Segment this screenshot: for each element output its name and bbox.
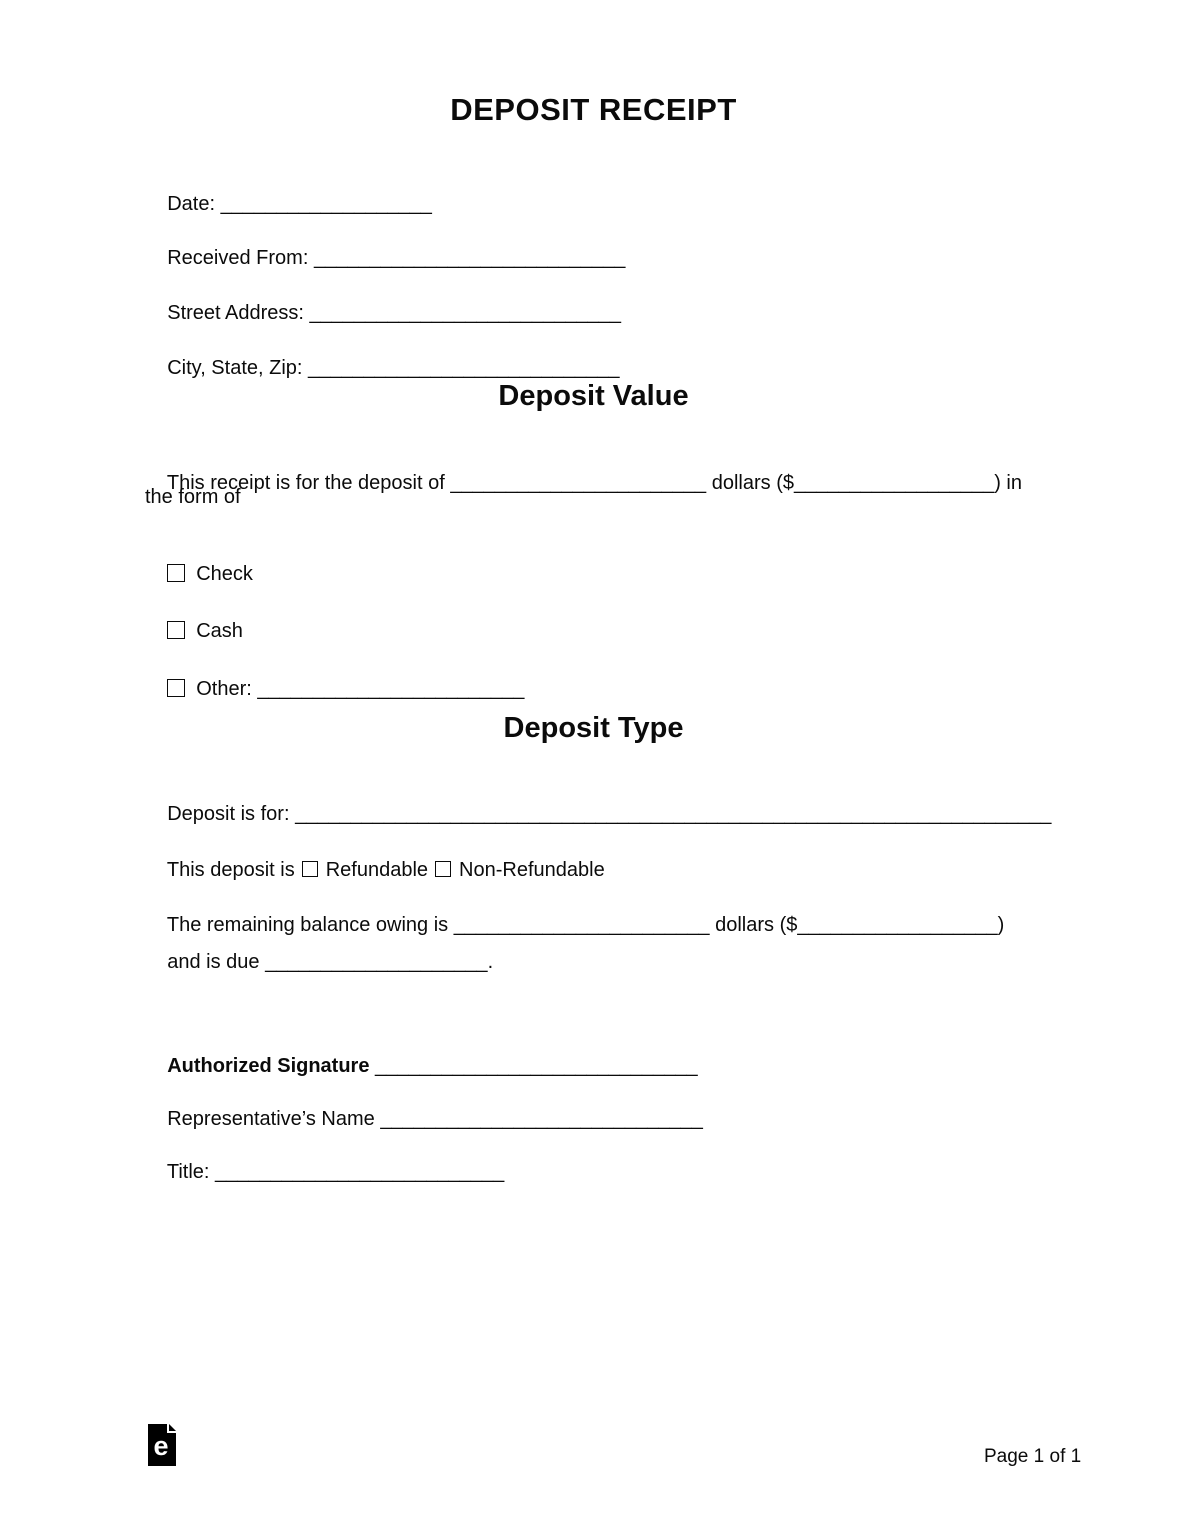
remaining-balance-words-blank-line[interactable]: _______________________	[453, 914, 710, 936]
street-address-label: Street Address:	[167, 302, 310, 324]
representative-name-blank-line[interactable]: _____________________________	[380, 1108, 703, 1130]
date-label: Date:	[167, 193, 221, 215]
city-state-zip-blank-line[interactable]: ____________________________	[308, 357, 620, 379]
non-refundable-checkbox[interactable]	[435, 861, 451, 877]
deposit-for-blank-line[interactable]: ____________________________________________________________________	[295, 803, 1052, 825]
document-title: DEPOSIT RECEIPT	[450, 92, 737, 127]
street-address-blank-line[interactable]: ____________________________	[309, 302, 621, 324]
refundable-prefix: This deposit is	[166, 859, 295, 881]
due-date-blank-line[interactable]: ____________________	[265, 951, 488, 973]
received-from-blank-line[interactable]: ____________________________	[313, 247, 626, 269]
city-state-zip-label: City, State, Zip:	[167, 357, 309, 379]
other-checkbox[interactable]	[167, 679, 185, 697]
remaining-balance-numeric-blank-line[interactable]: __________________	[797, 914, 998, 936]
deposit-for-label: Deposit is for:	[167, 803, 296, 825]
title-blank-line[interactable]: __________________________	[215, 1161, 505, 1183]
due-date-sentence	[145, 928, 493, 997]
logo-letter: e	[153, 1431, 169, 1461]
cash-label: Cash	[196, 620, 243, 642]
deposit-amount-sentence	[145, 449, 1022, 518]
deposit-amount-text-1: This receipt is for the deposit of	[166, 472, 451, 494]
cash-checkbox[interactable]	[167, 621, 185, 639]
date-blank-line[interactable]: ___________________	[220, 193, 432, 215]
other-label: Other:	[196, 678, 258, 700]
deposit-amount-sentence-wrap: the form of	[145, 486, 241, 508]
section-heading-deposit-value: Deposit Value	[498, 380, 689, 412]
section-heading-deposit-type: Deposit Type	[503, 712, 684, 744]
remaining-balance-text-2: dollars ($	[709, 914, 798, 936]
deposit-amount-numeric-blank-line[interactable]: __________________	[794, 472, 995, 494]
check-checkbox[interactable]	[167, 564, 185, 582]
eforms-logo-icon	[147, 1424, 177, 1466]
other-blank-line[interactable]: ________________________	[257, 678, 525, 700]
non-refundable-label: Non-Refundable	[459, 859, 605, 881]
remaining-balance-text-1: The remaining balance owing is	[166, 914, 454, 936]
due-date-text: and is due	[167, 951, 266, 973]
deposit-amount-text-3: ) in	[994, 472, 1023, 494]
authorized-signature-label: Authorized Signature	[167, 1055, 376, 1077]
authorized-signature-blank-line[interactable]: _____________________________	[375, 1055, 698, 1077]
check-label: Check	[196, 563, 253, 585]
representative-name-label: Representative’s Name	[167, 1108, 381, 1130]
title-field	[145, 1138, 504, 1207]
received-from-label: Received From:	[167, 247, 314, 269]
refundable-label: Refundable	[325, 859, 429, 881]
remaining-balance-text-3: )	[997, 914, 1005, 936]
title-label: Title:	[166, 1161, 216, 1183]
due-date-period: .	[487, 951, 494, 973]
deposit-amount-text-2: dollars ($	[706, 472, 794, 494]
page-number-label: Page 1 of 1	[984, 1446, 1082, 1467]
refundable-checkbox[interactable]	[302, 861, 318, 877]
deposit-amount-words-blank-line[interactable]: _______________________	[450, 472, 707, 494]
